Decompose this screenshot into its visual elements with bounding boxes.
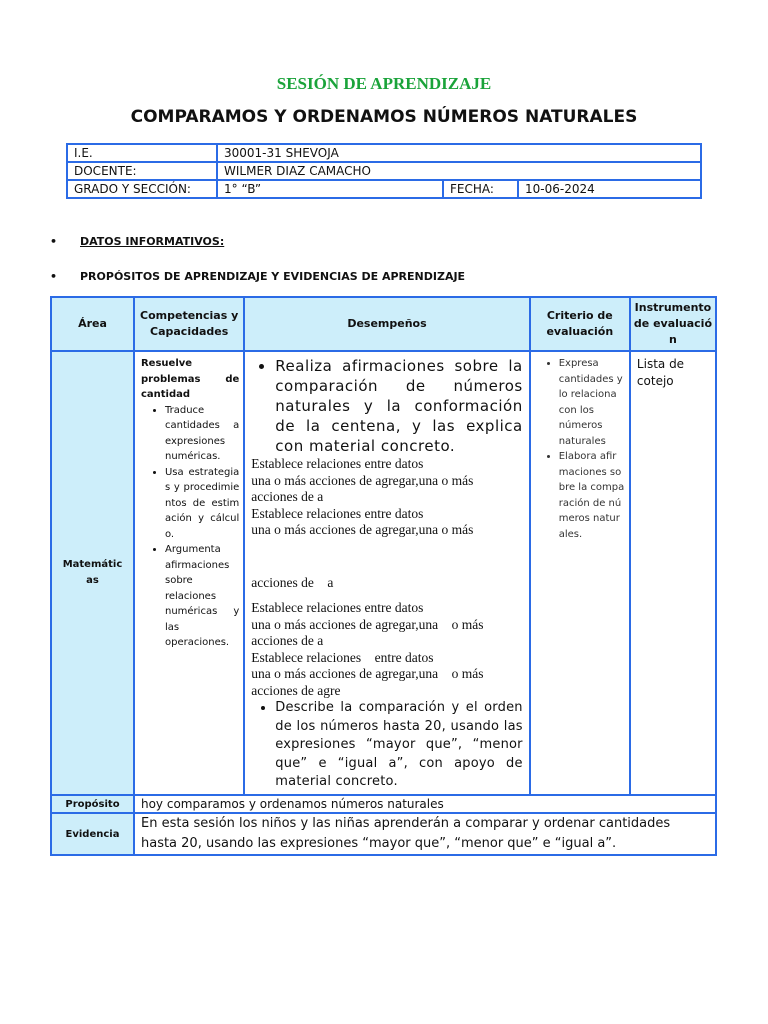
overlay-text [251, 456, 522, 699]
evidencia-value: En esta sesión los niños y las niñas aprenderán a comparar y ordenar cantidades hasta 20, usando las expresiones “mayor que”, “menor que” e “igual a”. [134, 813, 716, 855]
info-row-grado [67, 180, 701, 198]
header-desempenos: Desempeños [244, 297, 529, 351]
desempenos-list-2 [251, 699, 522, 792]
table-header-row [51, 297, 716, 351]
area-value: Matemáticas [62, 559, 123, 586]
area-cell [51, 351, 134, 795]
instrumento-cell [630, 351, 716, 795]
capacidades-list [141, 403, 239, 651]
list-item: • Argumenta afirmaciones sobre relaciones numéricas y las operaciones. [165, 542, 239, 651]
desempeno-item: • Describe la comparación y el orden de los números hasta 20, usando las expresiones “mayor que”, “menor que” e “igual a”, con apoyo de material concreto. [275, 699, 522, 792]
desempenos-cell [244, 351, 529, 795]
overlay-line: una o más acciones de agregar,una o más [251, 472, 474, 488]
header-instrumento: Instrumento de evaluación [630, 297, 716, 351]
evidencia-label: Evidencia [51, 813, 134, 855]
overlay-line: una o más acciones de agregar,una o más [251, 522, 474, 537]
page-title: COMPARAMOS Y ORDENAMOS NÚMEROS NATURALES [130, 107, 638, 127]
ie-label: I.E. [67, 144, 217, 162]
overlay-line: Establece relaciones entre datos [251, 600, 424, 615]
info-row-docente [67, 162, 701, 180]
info-row-ie [67, 144, 701, 162]
bullet-datos [50, 235, 224, 248]
overlay-line: Establece relaciones entre datos [251, 505, 424, 521]
propositos-label: PROPÓSITOS DE APRENDIZAJE Y EVIDENCIAS DE APRENDIZAJE [80, 270, 466, 283]
desempeno-item: • Realiza afirmaciones sobre la comparación de números naturales y la conformación de la centena, y las explica con material concreto. [275, 356, 522, 456]
info-table [66, 143, 702, 199]
learning-table [50, 296, 717, 856]
competencias-cell [134, 351, 244, 795]
overlay-line: acciones de agre [251, 682, 341, 698]
fecha-value: 10-06-2024 [518, 180, 701, 198]
evidencia-row [51, 813, 716, 855]
overlay-line: acciones de a [251, 633, 324, 648]
list-item: • Expresa cantidades y lo relaciona con los números naturales [559, 356, 625, 449]
overlay-line: acciones de a [251, 489, 324, 504]
list-item: • Traduce cantidades a expresiones numéricas. [165, 403, 239, 465]
list-item: • Elabora afirmaciones sobre la comparación de números naturales. [559, 449, 625, 542]
table-body-row [51, 351, 716, 795]
overlay-line: una o más acciones de agregar,una o más [251, 616, 484, 632]
docente-label: DOCENTE: [67, 162, 217, 180]
bullet-dot: • [50, 270, 58, 283]
overlay-line: una o más acciones de agregar,una o más [251, 666, 484, 681]
instrumento-value: Lista de cotejo [636, 357, 685, 388]
desempenos-list-1 [251, 356, 522, 456]
proposito-row [51, 795, 716, 813]
grado-label: GRADO Y SECCIÓN: [67, 180, 217, 198]
criterio-cell [530, 351, 630, 795]
proposito-label: Propósito [51, 795, 134, 813]
bullet-propositos [50, 270, 465, 283]
header-competencias: Competencias y Capacidades [134, 297, 244, 351]
grado-value: 1° “B” [217, 180, 443, 198]
fecha-label: FECHA: [443, 180, 518, 198]
overlay-line: Establece relaciones entre datos [251, 649, 434, 665]
proposito-value: hoy comparamos y ordenamos números naturales [134, 795, 716, 813]
datos-label: DATOS INFORMATIVOS: [80, 235, 225, 248]
criterios-list [535, 356, 625, 542]
overlay-line: Establece relaciones entre datos [251, 456, 424, 471]
ie-value: 30001-31 SHEVOJA [217, 144, 701, 162]
header-area: Área [51, 297, 134, 351]
list-item: • Usa estrategias y procedimientos de estimación y cálculo. [165, 465, 239, 543]
session-title: SESIÓN DE APRENDIZAJE [276, 74, 492, 93]
competencia-title: Resuelve problemas de cantidad [140, 358, 240, 400]
docente-value: WILMER DIAZ CAMACHO [217, 162, 701, 180]
header-criterio: Criterio de evaluación [530, 297, 630, 351]
bullet-dot: • [50, 235, 58, 248]
overlay-line: acciones de a [251, 574, 334, 590]
